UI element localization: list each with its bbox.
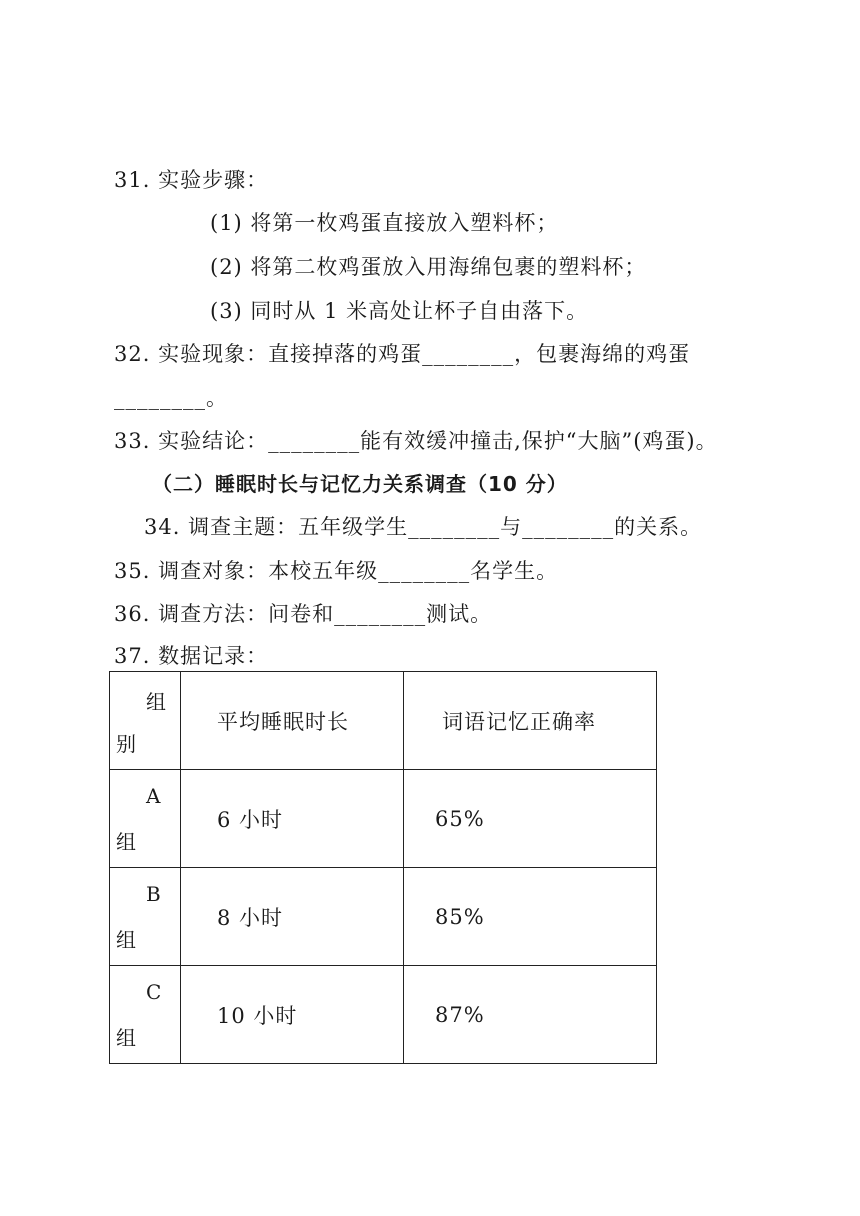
q36-text: 36. 调查方法：问卷和________测试。 bbox=[114, 602, 493, 626]
data-table bbox=[109, 671, 657, 1064]
q33-text: 33. 实验结论：________能有效缓冲撞击,保护“大脑”(鸡蛋)。 bbox=[114, 429, 718, 453]
group-suffix: 组 bbox=[116, 928, 137, 952]
table-row bbox=[110, 966, 657, 1064]
group-cell bbox=[110, 868, 181, 966]
group-letter: A bbox=[146, 784, 162, 808]
sleep-cell: 10 小时 bbox=[181, 966, 404, 1064]
sleep-cell: 8 小时 bbox=[181, 868, 404, 966]
header-memory: 词语记忆正确率 bbox=[404, 672, 657, 770]
q31-step-1: (1) 将第一枚鸡蛋直接放入塑料杯； bbox=[210, 211, 559, 235]
q31-step-2: (2) 将第二枚鸡蛋放入用海绵包裹的塑料杯； bbox=[210, 255, 647, 279]
q35-text: 35. 调查对象：本校五年级________名学生。 bbox=[114, 559, 559, 583]
group-cell bbox=[110, 966, 181, 1064]
memory-cell: 85% bbox=[404, 868, 657, 966]
header-sleep: 平均睡眠时长 bbox=[181, 672, 404, 770]
group-letter: C bbox=[146, 980, 163, 1004]
table-row bbox=[110, 770, 657, 868]
group-suffix: 组 bbox=[116, 1026, 137, 1050]
table-header-row bbox=[110, 672, 657, 770]
table-row bbox=[110, 868, 657, 966]
q32-line-2: ________。 bbox=[114, 386, 228, 410]
q31-label: 31. 实验步骤： bbox=[114, 168, 269, 192]
group-suffix: 组 bbox=[116, 830, 137, 854]
sleep-cell: 6 小时 bbox=[181, 770, 404, 868]
group-cell bbox=[110, 770, 181, 868]
section-heading: （二）睡眠时长与记忆力关系调查（10 分） bbox=[152, 472, 568, 496]
q31-step-3: (3) 同时从 1 米高处让杯子自由落下。 bbox=[210, 299, 589, 323]
q32-line-1: 32. 实验现象：直接掉落的鸡蛋________，包裹海绵的鸡蛋 bbox=[114, 342, 691, 366]
header-group-cell bbox=[110, 672, 181, 770]
header-group-bottom: 别 bbox=[116, 732, 137, 756]
memory-cell: 65% bbox=[404, 770, 657, 868]
q37-text: 37. 数据记录： bbox=[114, 644, 269, 668]
memory-cell: 87% bbox=[404, 966, 657, 1064]
header-group-top: 组 bbox=[146, 690, 167, 714]
group-letter: B bbox=[146, 882, 162, 906]
q34-text: 34. 调查主题：五年级学生________与________的关系。 bbox=[144, 515, 703, 539]
